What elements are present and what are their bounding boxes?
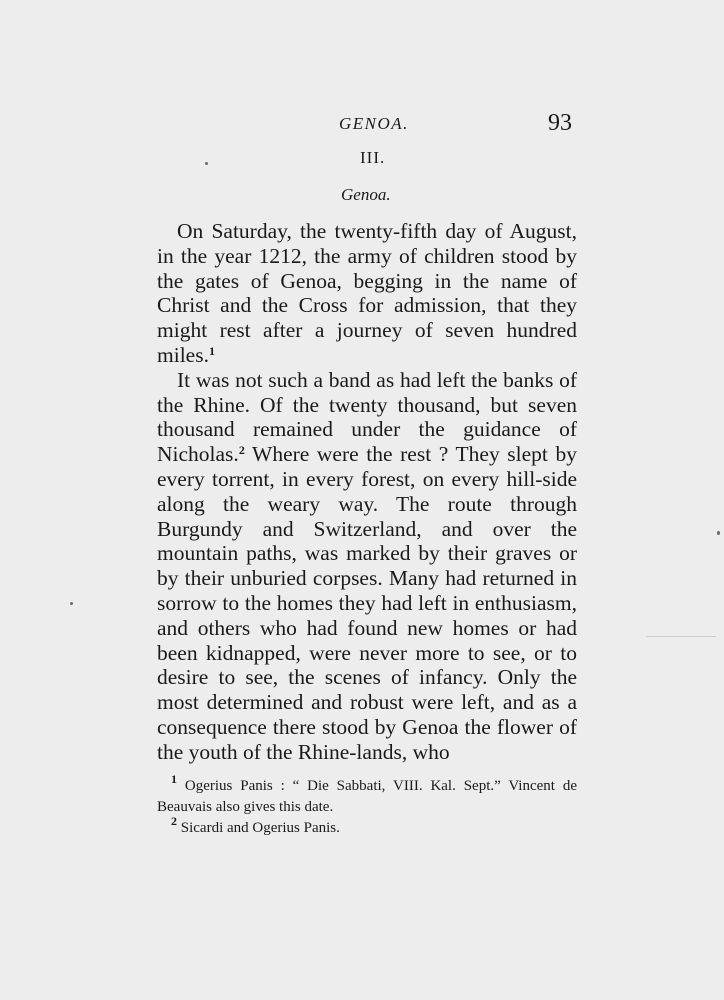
footnote-text: Ogerius Panis : “ Die Sabbati, VIII. Kal. Sept.” Vincent de Beauvais also gives this date. [157, 778, 577, 815]
paragraph [157, 219, 577, 368]
footnote-reference: 2 [238, 443, 245, 458]
paragraph-text: It was not such a band as had left the banks of the Rhine. Of the twenty thousand, but seven thousand remained under the guidance of Nicholas. [157, 367, 577, 467]
footnote-marker: 1 [171, 772, 177, 786]
footnote-reference: 1 [208, 343, 215, 358]
paper-speck [205, 162, 208, 165]
body-text [157, 219, 577, 765]
chapter-title: Genoa. [341, 185, 391, 204]
footnote [157, 814, 577, 839]
footnote-text: Sicardi and Ogerius Panis. [177, 820, 340, 836]
paragraph-text: On Saturday, the twenty-fifth day of August, in the year 1212, the army of children stood by the gates of Genoa, begging in the name of Christ and the Cross for admission, that they might rest after a journey of seven hundred miles. [157, 219, 577, 367]
chapter-number: III. [360, 148, 386, 167]
footnote-marker: 2 [171, 814, 177, 828]
paper-speck [717, 531, 720, 535]
footnotes [157, 772, 577, 839]
paper-crease [646, 636, 716, 637]
running-header-title: GENOA. [339, 114, 409, 133]
paper-speck [70, 602, 73, 605]
paragraph-text-continued: Where were the rest ? They slept by every torrent, in every forest, on every hill-side along the weary way. The route through Burgundy and Switzerland, and over the mountain paths, was marked by their graves or by their unburied corpses. Many had returned in sorrow to the homes they had left in enthusiasm, and others who had found new homes or had been kidnapped, were never more to see, or to desire to see, the scenes of infancy. Only the most determined and robust were left, and as a consequence there stood by Genoa the flower of the youth of the Rhine-lands, who [157, 442, 577, 764]
page-number: 93 [548, 110, 572, 136]
paragraph [157, 368, 577, 765]
footnote [157, 772, 577, 818]
